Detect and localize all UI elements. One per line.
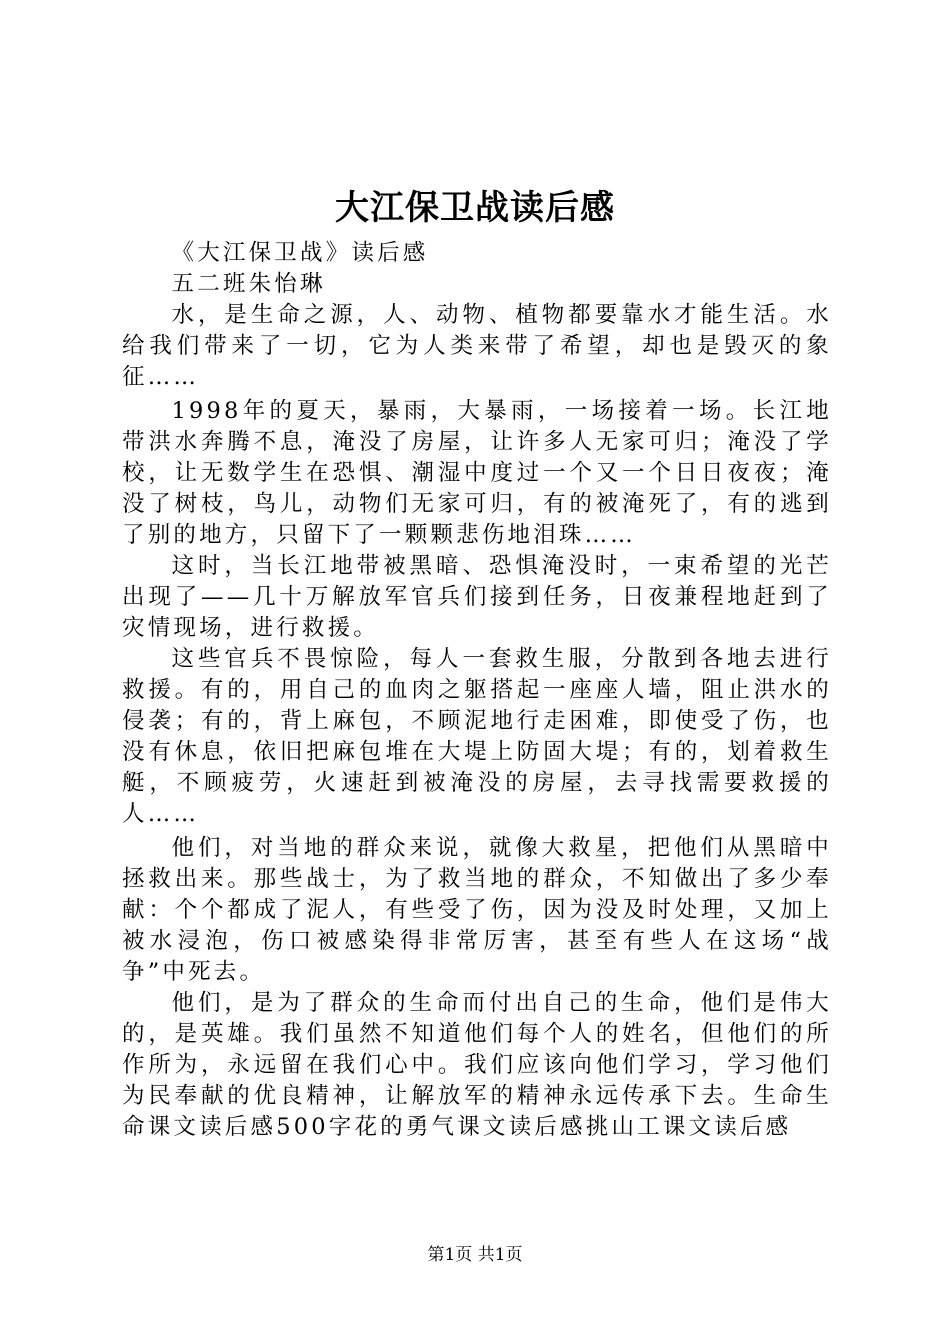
- document-title: 大江保卫战读后感: [335, 188, 615, 228]
- page-footer: 第1页 共1页: [427, 1245, 523, 1265]
- paragraph: 这些官兵不畏惊险，每人一套救生服，分散到各地去进行救援。有的，用自己的血肉之躯搭起一座座人墙，阻止洪水的侵袭；有的，背上麻包，不顾泥地行走困难，即使受了伤，也没有休息，依旧把麻包堆在大堤上防固大堤；有的，划着救生艇，不顾疲劳，火速赶到被淹没的房屋，去寻找需要救援的人……: [122, 646, 832, 827]
- paragraph: 他们，对当地的群众来说，就像大救星，把他们从黑暗中拯救出来。那些战士，为了救当地的群众，不知做出了多少奉献：个个都成了泥人，有些受了伤，因为没及时处理，又加上被水浸泡，伤口被感染得非常厉害，甚至有些人在这场“战争”中死去。: [122, 835, 832, 985]
- paragraph: 这时，当长江地带被黑暗、恐惧淹没时，一束希望的光芒出现了——几十万解放军官兵们接到任务，日夜兼程地赶到了灾情现场，进行救援。: [122, 553, 832, 641]
- document-body: [122, 238, 832, 1143]
- author-line: 五二班朱怡琳: [171, 271, 326, 297]
- paragraph: 1998年的夏天，暴雨，大暴雨，一场接着一场。长江地带洪水奔腾不息，淹没了房屋，让许多人无家可归；淹没了学校，让无数学生在恐惧、潮湿中度过一个又一个日日夜夜；淹没了树枝，鸟儿，动物们无家可归，有的被淹死了，有的逃到了别的地方，只留下了一颗颗悲伤地泪珠……: [122, 398, 832, 548]
- paragraph: 他们，是为了群众的生命而付出自己的生命，他们是伟大的，是英雄。我们虽然不知道他们每个人的姓名，但他们的所作所为，永远留在我们心中。我们应该向他们学习，学习他们为民奉献的优良精神，让解放军的精神永远传承下去。生命生命课文读后感500字花的勇气课文读后感挑山工课文读后感: [122, 990, 832, 1140]
- paragraph: 水，是生命之源，人、动物、植物都要靠水才能生活。水给我们带来了一切，它为人类来带了希望，却也是毁灭的象征……: [122, 302, 832, 390]
- subtitle: 《大江保卫战》读后感: [171, 240, 429, 266]
